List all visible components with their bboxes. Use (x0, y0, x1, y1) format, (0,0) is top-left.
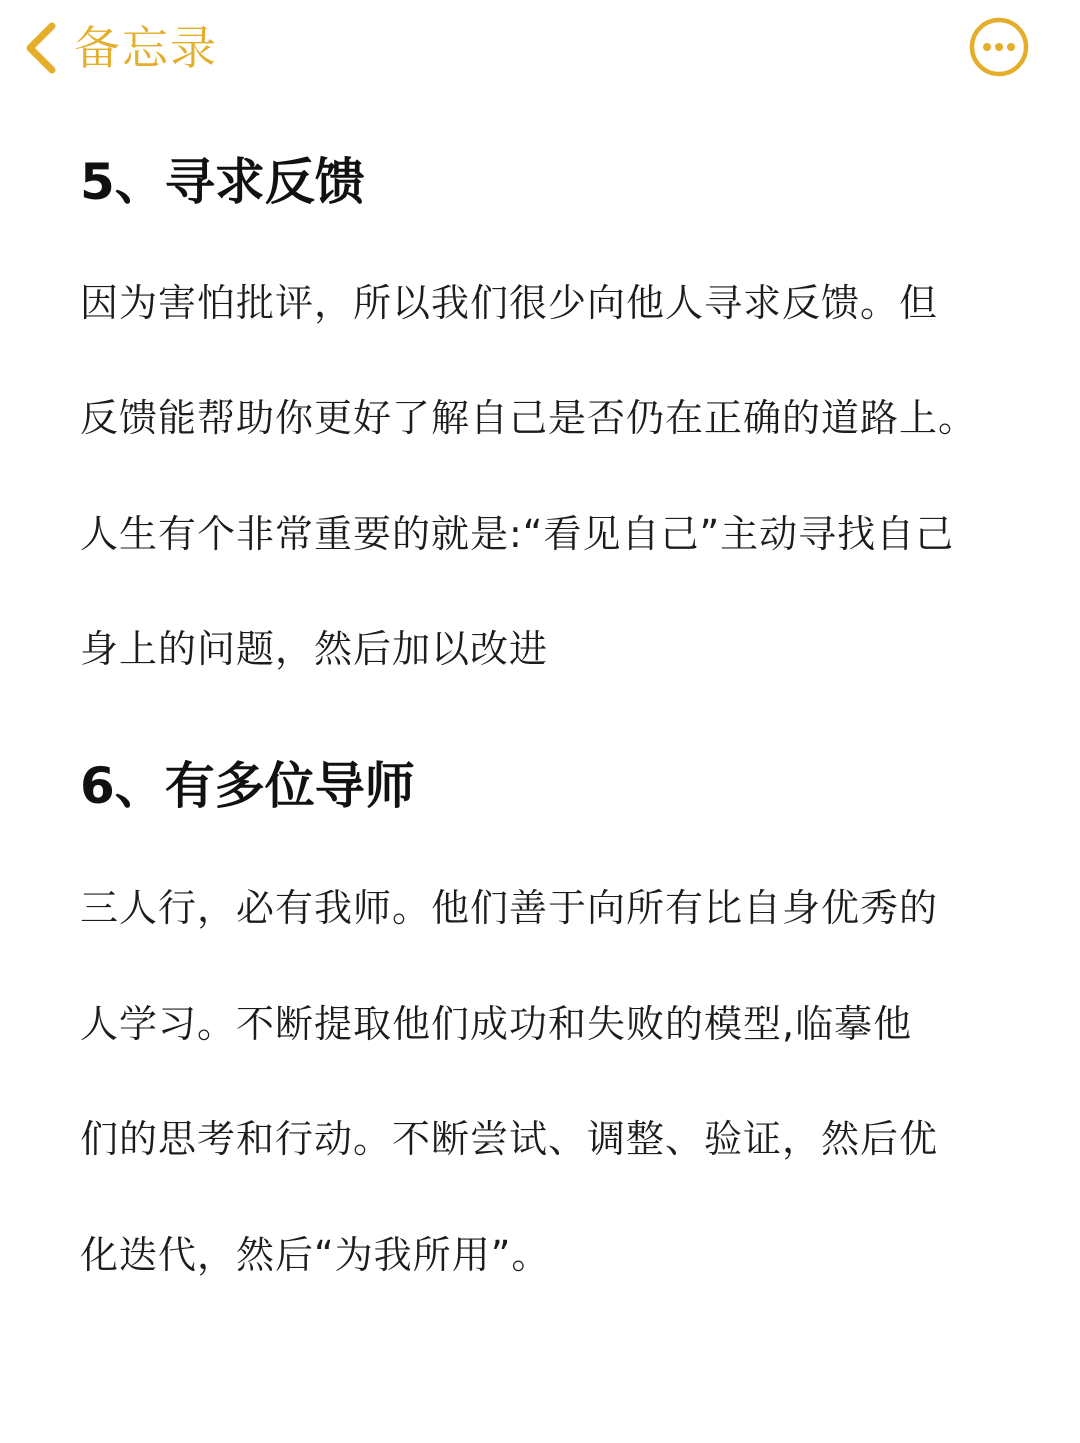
paragraph-line: 人学习。不断提取他们成功和失败的模型,临摹他 (80, 1002, 913, 1046)
section-heading: 6、有多位导师 (80, 757, 415, 815)
chevron-left-icon (22, 20, 60, 76)
paragraph-line: 因为害怕批评，所以我们很少向他人寻求反馈。但 (80, 281, 939, 325)
paragraph-line: 化迭代，然后“为我所用”。 (80, 1233, 551, 1277)
back-button[interactable] (22, 18, 218, 78)
paragraph-line: 们的思考和行动。不断尝试、调整、验证，然后优 (80, 1117, 939, 1161)
more-options-button[interactable] (968, 16, 1030, 78)
section-heading: 5、寻求反馈 (80, 153, 365, 211)
paragraph-line: 反馈能帮助你更好了解自己是否仍在正确的道路上。 (80, 396, 978, 440)
paragraph-line: 人生有个非常重要的就是:“看见自己”主动寻找自己 (80, 512, 955, 556)
back-button-label: 备忘录 (74, 21, 218, 75)
more-ellipsis-icon (968, 16, 1030, 78)
navigation-bar (0, 0, 1080, 100)
paragraph-line: 三人行，必有我师。他们善于向所有比自身优秀的 (80, 886, 939, 930)
paragraph-line: 身上的问题，然后加以改进 (80, 627, 549, 671)
